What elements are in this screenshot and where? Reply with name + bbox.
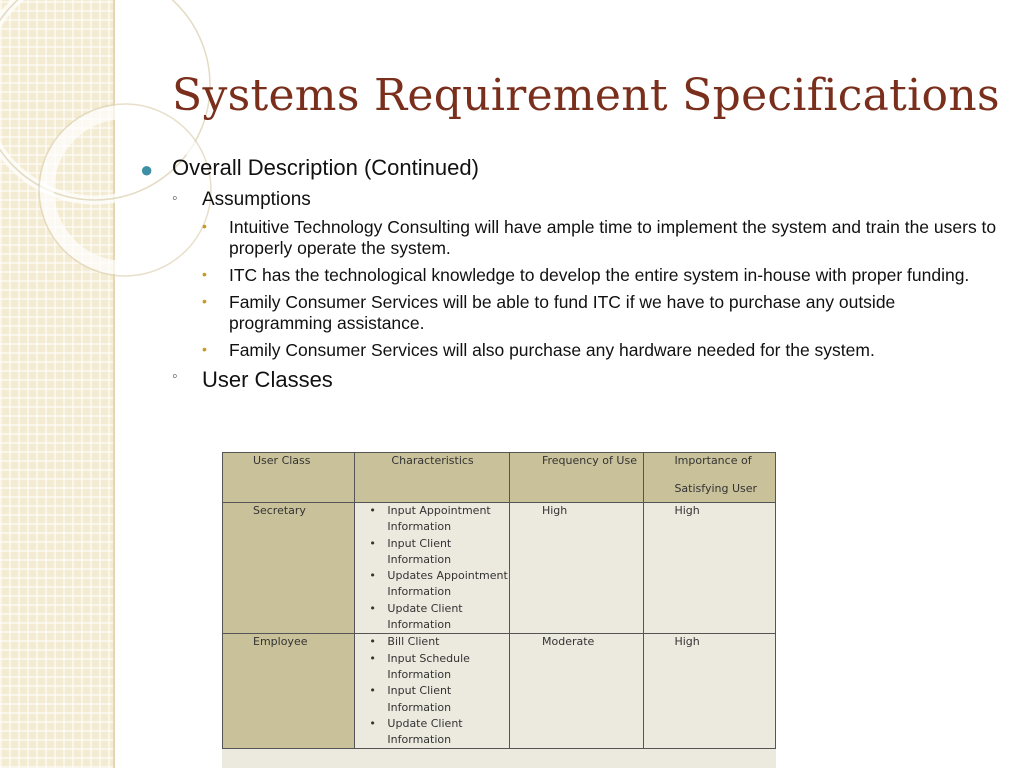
characteristic-item: • Input Appointment Information <box>387 503 509 536</box>
assumption-item <box>140 217 1000 259</box>
table-row <box>223 503 776 634</box>
overall-description-text: Overall Description (Continued) <box>172 155 479 180</box>
round-bullet-icon: ● <box>140 157 154 182</box>
table-header-row <box>223 453 776 503</box>
assumption-item <box>140 265 1000 286</box>
header-characteristics: Characteristics <box>355 453 510 503</box>
characteristic-item: • Updates Appointment Information <box>387 568 509 601</box>
characteristic-item: • Input Schedule Information <box>387 651 509 684</box>
cell-frequency: Moderate <box>509 634 643 749</box>
assumption-text: Family Consumer Services will also purchase any hardware needed for the system. <box>229 340 875 360</box>
header-user-class: User Class <box>223 453 355 503</box>
characteristic-item: • Update Client Information <box>387 716 509 749</box>
user-classes-text: User Classes <box>202 367 333 392</box>
assumption-text: Intuitive Technology Consulting will have ample time to implement the system and train the users to properly operate the system. <box>229 217 997 258</box>
header-importance-line2: Satisfying User <box>674 482 758 495</box>
characteristic-item: • Input Client Information <box>387 536 509 569</box>
bullet-user-classes <box>140 367 1000 393</box>
characteristic-item: • Update Client Information <box>387 601 509 634</box>
cell-characteristics <box>355 634 510 749</box>
characteristic-item: • Bill Client <box>387 634 509 650</box>
dot-bullet-icon: • <box>202 293 207 309</box>
assumptions-text: Assumptions <box>202 189 311 210</box>
cell-frequency: High <box>509 503 643 634</box>
slide-title: Systems Requirement Specifications <box>172 70 1000 121</box>
assumption-text: ITC has the technological knowledge to develop the entire system in-house with proper funding. <box>229 265 970 285</box>
dot-bullet-icon: • <box>202 266 207 282</box>
bullet-overall-description <box>140 155 1000 181</box>
cell-characteristics <box>355 503 510 634</box>
cell-user-class: Secretary <box>223 503 355 634</box>
dot-bullet-icon: • <box>202 218 207 234</box>
assumption-text: Family Consumer Services will be able to fund ITC if we have to purchase any outside programming assistance. <box>229 292 896 333</box>
header-importance <box>644 453 776 503</box>
ring-bullet-icon: ◦ <box>172 190 178 207</box>
cell-importance: High <box>644 503 776 634</box>
user-classes-table <box>222 452 776 749</box>
cell-user-class: Employee <box>223 634 355 749</box>
user-classes-table-image <box>222 452 776 768</box>
bullet-assumptions <box>140 189 1000 211</box>
header-frequency: Frequency of Use <box>509 453 643 503</box>
slide-content <box>140 155 1000 399</box>
header-importance-line1: Importance of <box>674 454 752 467</box>
assumption-item <box>140 340 1000 361</box>
table-row <box>223 634 776 749</box>
dot-bullet-icon: • <box>202 341 207 357</box>
assumption-item <box>140 292 1000 334</box>
ring-bullet-icon: ◦ <box>172 368 178 385</box>
characteristic-item: • Input Client Information <box>387 683 509 716</box>
cell-importance: High <box>644 634 776 749</box>
